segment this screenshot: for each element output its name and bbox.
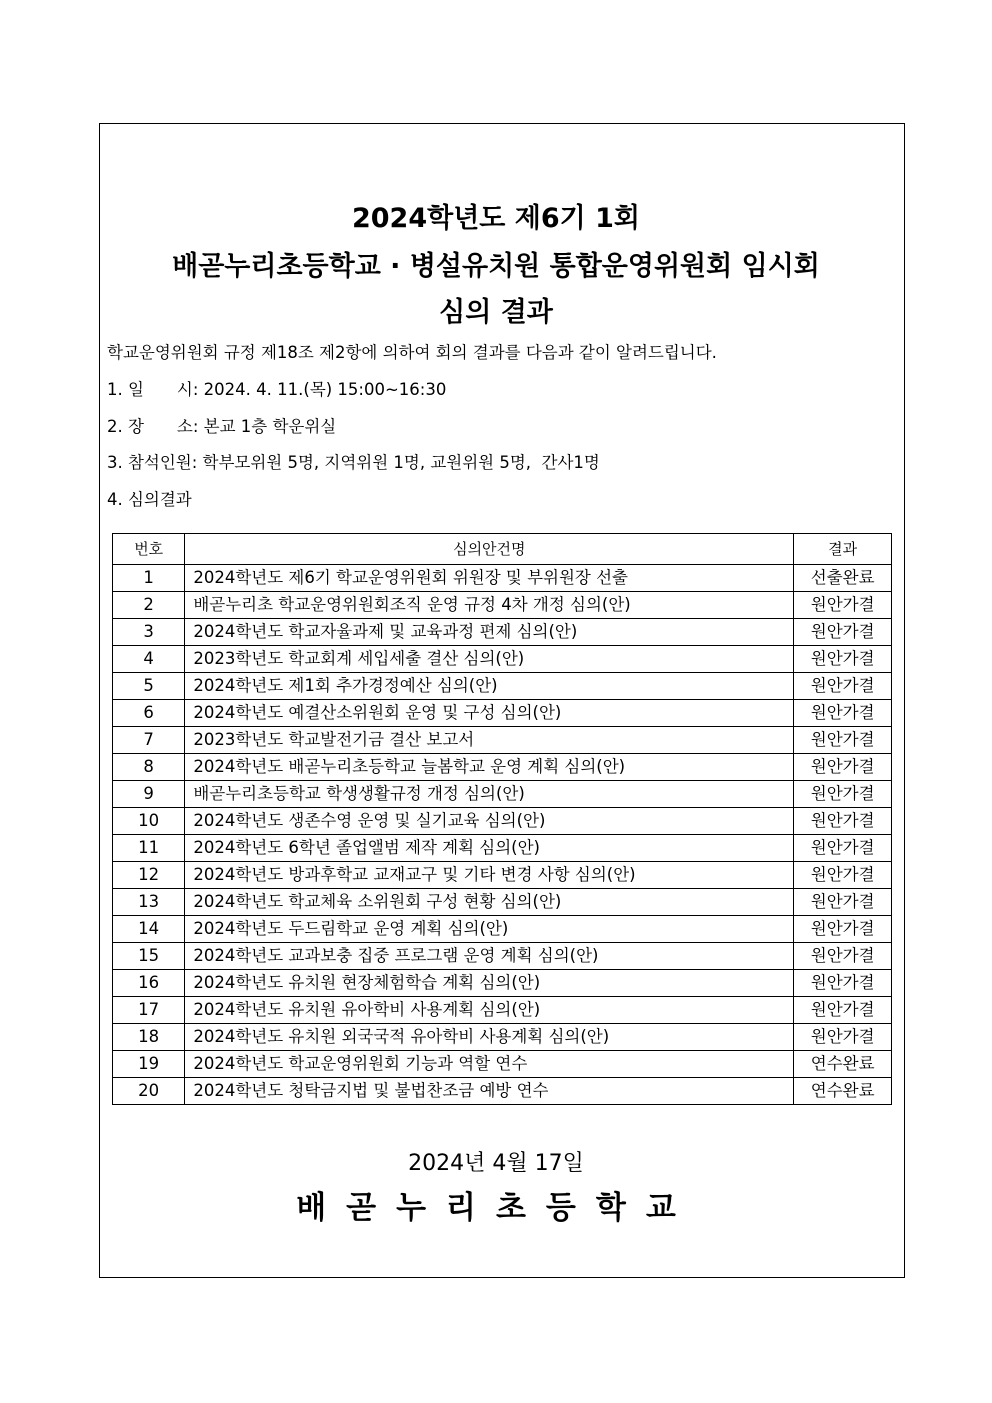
- table-row: [113, 673, 892, 700]
- row-number: 15: [113, 943, 185, 970]
- row-agenda: 2024학년도 제6기 학교운영위원회 위원장 및 부위원장 선출: [185, 565, 794, 592]
- row-result: 원안가결: [794, 754, 892, 781]
- row-agenda: 배곧누리초 학교운영위원회조직 운영 규정 4차 개정 심의(안): [185, 592, 794, 619]
- row-result: 원안가결: [794, 970, 892, 997]
- row-number: 11: [113, 835, 185, 862]
- header-number: 번호: [113, 534, 185, 565]
- title-line-2: 배곧누리초등학교 · 병설유치원 통합운영위원회 임시회: [172, 251, 820, 282]
- table-row: [113, 808, 892, 835]
- row-agenda: 2024학년도 유치원 외국국적 유아학비 사용계획 심의(안): [185, 1024, 794, 1051]
- row-agenda: 2024학년도 교과보충 집중 프로그램 운영 계획 심의(안): [185, 943, 794, 970]
- row-agenda: 2024학년도 방과후학교 교재교구 및 기타 변경 사항 심의(안): [185, 862, 794, 889]
- row-result: 원안가결: [794, 889, 892, 916]
- info-location: 2. 장 소: 본교 1층 학운위실: [107, 417, 337, 436]
- row-result: 원안가결: [794, 619, 892, 646]
- row-agenda: 2024학년도 두드림학교 운영 계획 심의(안): [185, 916, 794, 943]
- table-row: [113, 565, 892, 592]
- row-result: 원안가결: [794, 997, 892, 1024]
- row-result: 연수완료: [794, 1078, 892, 1105]
- table-row: [113, 1078, 892, 1105]
- table-row: [113, 700, 892, 727]
- row-agenda: 2023학년도 학교회계 세입세출 결산 심의(안): [185, 646, 794, 673]
- row-number: 12: [113, 862, 185, 889]
- row-number: 18: [113, 1024, 185, 1051]
- row-agenda: 2024학년도 청탁금지법 및 불법찬조금 예방 연수: [185, 1078, 794, 1105]
- results-table: [112, 533, 892, 1105]
- row-agenda: 2024학년도 생존수영 운영 및 실기교육 심의(안): [185, 808, 794, 835]
- intro-text: 학교운영위원회 규정 제18조 제2항에 의하여 회의 결과를 다음과 같이 알려드립니다.: [107, 343, 717, 362]
- table-row: [113, 646, 892, 673]
- row-agenda: 2024학년도 유치원 현장체험학습 계획 심의(안): [185, 970, 794, 997]
- table-row: [113, 727, 892, 754]
- row-result: 원안가결: [794, 646, 892, 673]
- row-agenda: 2024학년도 학교운영위원회 기능과 역할 연수: [185, 1051, 794, 1078]
- table-row: [113, 862, 892, 889]
- table-row: [113, 619, 892, 646]
- row-number: 16: [113, 970, 185, 997]
- row-agenda: 2024학년도 학교체육 소위원회 구성 현황 심의(안): [185, 889, 794, 916]
- row-agenda: 2024학년도 학교자율과제 및 교육과정 편제 심의(안): [185, 619, 794, 646]
- row-result: 원안가결: [794, 808, 892, 835]
- row-number: 20: [113, 1078, 185, 1105]
- row-number: 8: [113, 754, 185, 781]
- row-number: 6: [113, 700, 185, 727]
- row-number: 4: [113, 646, 185, 673]
- row-result: 원안가결: [794, 781, 892, 808]
- info-results-heading: 4. 심의결과: [107, 490, 192, 509]
- row-number: 2: [113, 592, 185, 619]
- row-result: 원안가결: [794, 592, 892, 619]
- table-row: [113, 970, 892, 997]
- row-result: 원안가결: [794, 1024, 892, 1051]
- title-line-3: 심의 결과: [439, 297, 553, 328]
- row-agenda: 2023학년도 학교발전기금 결산 보고서: [185, 727, 794, 754]
- row-number: 10: [113, 808, 185, 835]
- row-number: 3: [113, 619, 185, 646]
- row-number: 17: [113, 997, 185, 1024]
- row-agenda: 배곧누리초등학교 학생생활규정 개정 심의(안): [185, 781, 794, 808]
- table-row: [113, 943, 892, 970]
- row-number: 1: [113, 565, 185, 592]
- table-row: [113, 1051, 892, 1078]
- row-agenda: 2024학년도 제1회 추가경정예산 심의(안): [185, 673, 794, 700]
- row-number: 13: [113, 889, 185, 916]
- row-result: 원안가결: [794, 727, 892, 754]
- row-number: 9: [113, 781, 185, 808]
- row-result: 선출완료: [794, 565, 892, 592]
- row-result: 원안가결: [794, 916, 892, 943]
- table-row: [113, 835, 892, 862]
- document-date: 2024년 4월 17일: [408, 1151, 584, 1176]
- school-name: 배곧누리초등학교: [296, 1190, 696, 1226]
- row-result: 원안가결: [794, 673, 892, 700]
- row-number: 19: [113, 1051, 185, 1078]
- info-attendees: 3. 참석인원: 학부모위원 5명, 지역위원 1명, 교원위원 5명, 간사1명: [107, 453, 600, 472]
- row-agenda: 2024학년도 6학년 졸업앨범 제작 계획 심의(안): [185, 835, 794, 862]
- row-number: 5: [113, 673, 185, 700]
- row-agenda: 2024학년도 배곧누리초등학교 늘봄학교 운영 계획 심의(안): [185, 754, 794, 781]
- row-agenda: 2024학년도 예결산소위원회 운영 및 구성 심의(안): [185, 700, 794, 727]
- table-row: [113, 781, 892, 808]
- table-row: [113, 997, 892, 1024]
- row-result: 원안가결: [794, 943, 892, 970]
- row-result: 원안가결: [794, 862, 892, 889]
- table-row: [113, 1024, 892, 1051]
- table-row: [113, 592, 892, 619]
- header-result: 결과: [794, 534, 892, 565]
- row-result: 연수완료: [794, 1051, 892, 1078]
- row-agenda: 2024학년도 유치원 유아학비 사용계획 심의(안): [185, 997, 794, 1024]
- row-result: 원안가결: [794, 700, 892, 727]
- header-agenda: 심의안건명: [185, 534, 794, 565]
- table-header-row: [113, 534, 892, 565]
- row-number: 7: [113, 727, 185, 754]
- row-number: 14: [113, 916, 185, 943]
- table-row: [113, 754, 892, 781]
- table-row: [113, 889, 892, 916]
- table-row: [113, 916, 892, 943]
- row-result: 원안가결: [794, 835, 892, 862]
- title-line-1: 2024학년도 제6기 1회: [351, 203, 640, 234]
- table-body: [113, 565, 892, 1105]
- info-datetime: 1. 일 시: 2024. 4. 11.(목) 15:00~16:30: [107, 380, 447, 399]
